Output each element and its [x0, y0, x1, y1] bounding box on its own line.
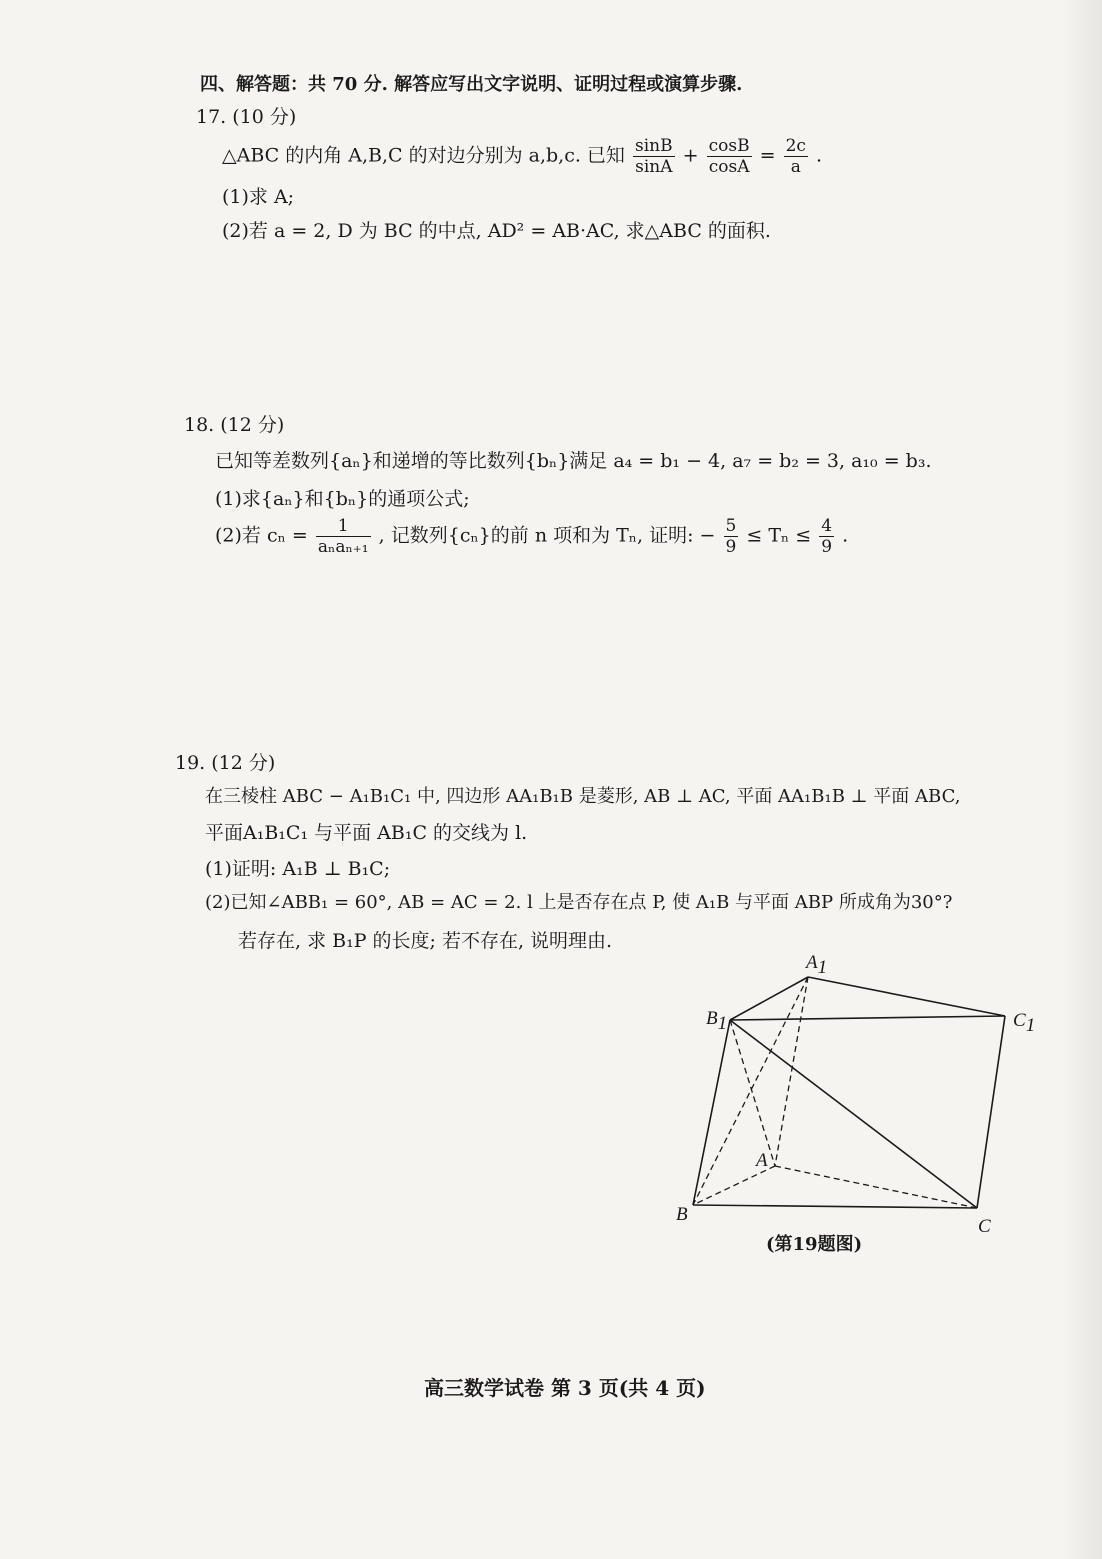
p18-q1: (1)求{aₙ}和{bₙ}的通项公式; [215, 488, 470, 510]
p18-q2-end: . [842, 524, 849, 547]
label-a1: A1 [806, 952, 828, 978]
section-header: 四、解答题：共 70 分. 解答应写出文字说明、证明过程或演算步骤. [200, 74, 743, 95]
p17-fraction-3 [784, 136, 808, 177]
edge-b1-b [693, 1020, 730, 1205]
p17-frac1-den: sinA [635, 157, 673, 177]
label-a: A [756, 1150, 768, 1171]
p17-end: . [816, 144, 823, 167]
p18-q2-frac-num: 1 [316, 516, 371, 537]
p18-header: 18. (12 分) [184, 414, 285, 436]
edge-c1-c [977, 1016, 1005, 1208]
edge-b1-c1 [730, 1016, 1005, 1020]
p19-q2-continued: 若存在, 求 B₁P 的长度; 若不存在, 说明理由. [238, 930, 613, 952]
p18-q2-pre: (2)若 cₙ = [215, 524, 308, 547]
p19-q2: (2)已知∠ABB₁ = 60°, AB = AC = 2. l 上是否存在点 P, 使 A₁B 与平面 ABP 所成角为30°? [205, 892, 953, 913]
p17-stem [222, 136, 822, 177]
p19-header: 19. (12 分) [175, 752, 276, 774]
p18-q2-f1-num: 5 [725, 516, 737, 536]
edge-a-c-hidden [775, 1166, 977, 1208]
p17-frac2-num: cosB [708, 136, 750, 156]
p18-q2-fraction-lower [724, 516, 739, 557]
prism-figure [660, 940, 1060, 1260]
p18-q2-frac-den: aₙaₙ₊₁ [317, 537, 369, 557]
p17-q1: (1)求 A; [222, 186, 295, 208]
p17-fraction-1 [633, 136, 675, 177]
p17-frac1-num: sinB [634, 136, 673, 156]
p17-frac2-den: cosA [708, 157, 750, 177]
edge-b1-c [730, 1020, 977, 1208]
label-b1: B1 [706, 1008, 728, 1034]
p17-fraction-2 [707, 136, 752, 177]
p18-q2-mid2: ≤ Tₙ ≤ [746, 524, 812, 547]
p18-q2-fraction-upper [819, 516, 834, 557]
p17-stem-text: △ABC 的内角 A,B,C 的对边分别为 a,b,c. 已知 [222, 144, 625, 167]
p18-q2-fraction [316, 516, 371, 557]
edge-b1-a-hidden [730, 1020, 775, 1166]
edge-a1-a-hidden [775, 977, 808, 1166]
p18-q2 [215, 516, 848, 557]
edge-b1-a1 [730, 977, 808, 1020]
page-edge-shadow [1062, 0, 1102, 1559]
edge-a-b-hidden [693, 1166, 775, 1205]
p18-q2-f2-den: 9 [821, 537, 833, 557]
p18-q2-f2-num: 4 [821, 516, 833, 536]
p19-q1: (1)证明: A₁B ⊥ B₁C; [205, 858, 391, 880]
label-c1: C1 [1013, 1010, 1036, 1036]
p19-stem-line1: 在三棱柱 ABC − A₁B₁C₁ 中, 四边形 AA₁B₁B 是菱形, AB ⊥ AC, 平面 AA₁B₁B ⊥ 平面 ABC, [205, 786, 961, 807]
edge-b-c [693, 1205, 977, 1208]
label-b: B [676, 1204, 688, 1225]
p19-stem-line2: 平面A₁B₁C₁ 与平面 AB₁C 的交线为 l. [205, 822, 528, 844]
p17-q2: (2)若 a = 2, D 为 BC 的中点, AD² = AB·AC, 求△ABC 的面积. [222, 220, 771, 242]
p18-q2-f1-den: 9 [725, 537, 737, 557]
p17-frac3-den: a [790, 157, 801, 177]
page-footer: 高三数学试卷 第 3 页(共 4 页) [424, 1376, 706, 1400]
p17-header: 17. (10 分) [196, 106, 297, 128]
figure-caption: (第19题图) [766, 1234, 863, 1255]
label-c: C [978, 1216, 991, 1237]
p17-frac3-num: 2c [785, 136, 806, 156]
edge-a1-c1 [808, 977, 1005, 1016]
p17-eq: = [759, 144, 776, 167]
p18-q2-mid: , 记数列{cₙ}的前 n 项和为 Tₙ, 证明: − [378, 524, 716, 547]
p18-stem: 已知等差数列{aₙ}和递增的等比数列{bₙ}满足 a₄ = b₁ − 4, a₇ = b₂ = 3, a₁₀ = b₃. [215, 450, 932, 472]
p17-plus: + [682, 144, 699, 167]
